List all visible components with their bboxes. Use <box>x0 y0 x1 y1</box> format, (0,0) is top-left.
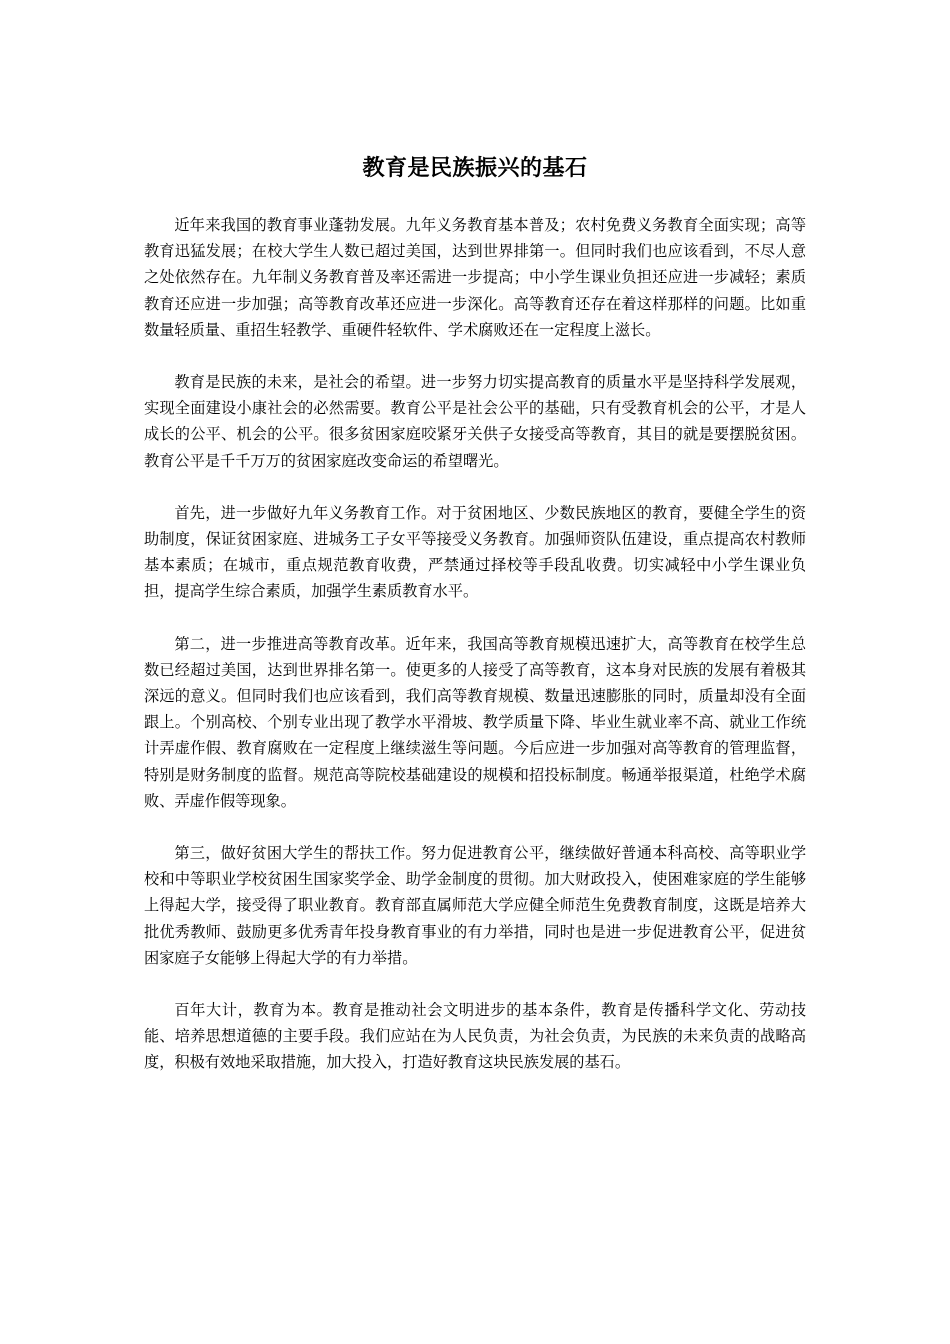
document-title: 教育是民族振兴的基石 <box>362 155 588 181</box>
paragraph-intro: 近年来我国的教育事业蓬勃发展。九年义务教育基本普及；农村免费义务教育全面实现；高等教育迅猛发展；在校大学生人数已超过美国，达到世界排第一。但同时我们也应该看到，不尽人意之处依然存在。九年制义务教育普及率还需进一步提高；中小学生课业负担还应进一步减轻；素质教育还应进一步加强；高等教育改革还应进一步深化。高等教育还存在着这样那样的问题。比如重数量轻质量、重招生轻教学、重硬件轻软件、学术腐败还在一定程度上滋长。 <box>144 216 806 339</box>
document-body <box>144 212 806 1102</box>
paragraph-compulsory-education: 首先，进一步做好九年义务教育工作。对于贫困地区、少数民族地区的教育，要健全学生的资助制度，保证贫困家庭、进城务工子女平等接受义务教育。加强师资队伍建设，重点提高农村教师基本素质；在城市，重点规范教育收费，严禁通过择校等手段乱收费。切实减轻中小学生课业负担，提高学生综合素质，加强学生素质教育水平。 <box>144 503 806 601</box>
paragraph-conclusion: 百年大计，教育为本。教育是推动社会文明进步的基本条件，教育是传播科学文化、劳动技能、培养思想道德的主要手段。我们应站在为人民负责，为社会负责，为民族的未来负责的战略高度，积极有效地采取措施，加大投入，打造好教育这块民族发展的基石。 <box>144 1001 806 1072</box>
paragraph-higher-education-reform: 第二，进一步推进高等教育改革。近年来，我国高等教育规模迅速扩大，高等教育在校学生总数已经超过美国，达到世界排名第一。使更多的人接受了高等教育，这本身对民族的发展有着极其深远的意义。但同时我们也应该看到，我们高等教育规模、数量迅速膨胀的同时，质量却没有全面跟上。个别高校、个别专业出现了教学水平滑坡、教学质量下降、毕业生就业率不高、就业工作统计弄虚作假、教育腐败在一定程度上继续滋生等问题。今后应进一步加强对高等教育的管理监督，特别是财务制度的监督。规范高等院校基础建设的规模和招投标制度。畅通举报渠道，杜绝学术腐败、弄虚作假等现象。 <box>144 634 806 810</box>
paragraph-poor-students-support: 第三，做好贫困大学生的帮扶工作。努力促进教育公平，继续做好普通本科高校、高等职业学校和中等职业学校贫困生国家奖学金、助学金制度的贯彻。加大财政投入，使困难家庭的学生能够上得起大学，接受得了职业教育。教育部直属师范大学应健全师范生免费教育制度，这既是培养大批优秀教师、鼓励更多优秀青年投身教育事业的有力举措，同时也是进一步促进教育公平，促进贫困家庭子女能够上得起大学的有力举措。 <box>144 844 806 967</box>
paragraph-education-future: 教育是民族的未来，是社会的希望。进一步努力切实提高教育的质量水平是坚持科学发展观，实现全面建设小康社会的必然需要。教育公平是社会公平的基础，只有受教育机会的公平，才是人成长的公平、机会的公平。很多贫困家庭咬紧牙关供子女接受高等教育，其目的就是要摆脱贫困。教育公平是千千万万的贫困家庭改变命运的希望曙光。 <box>144 373 806 470</box>
